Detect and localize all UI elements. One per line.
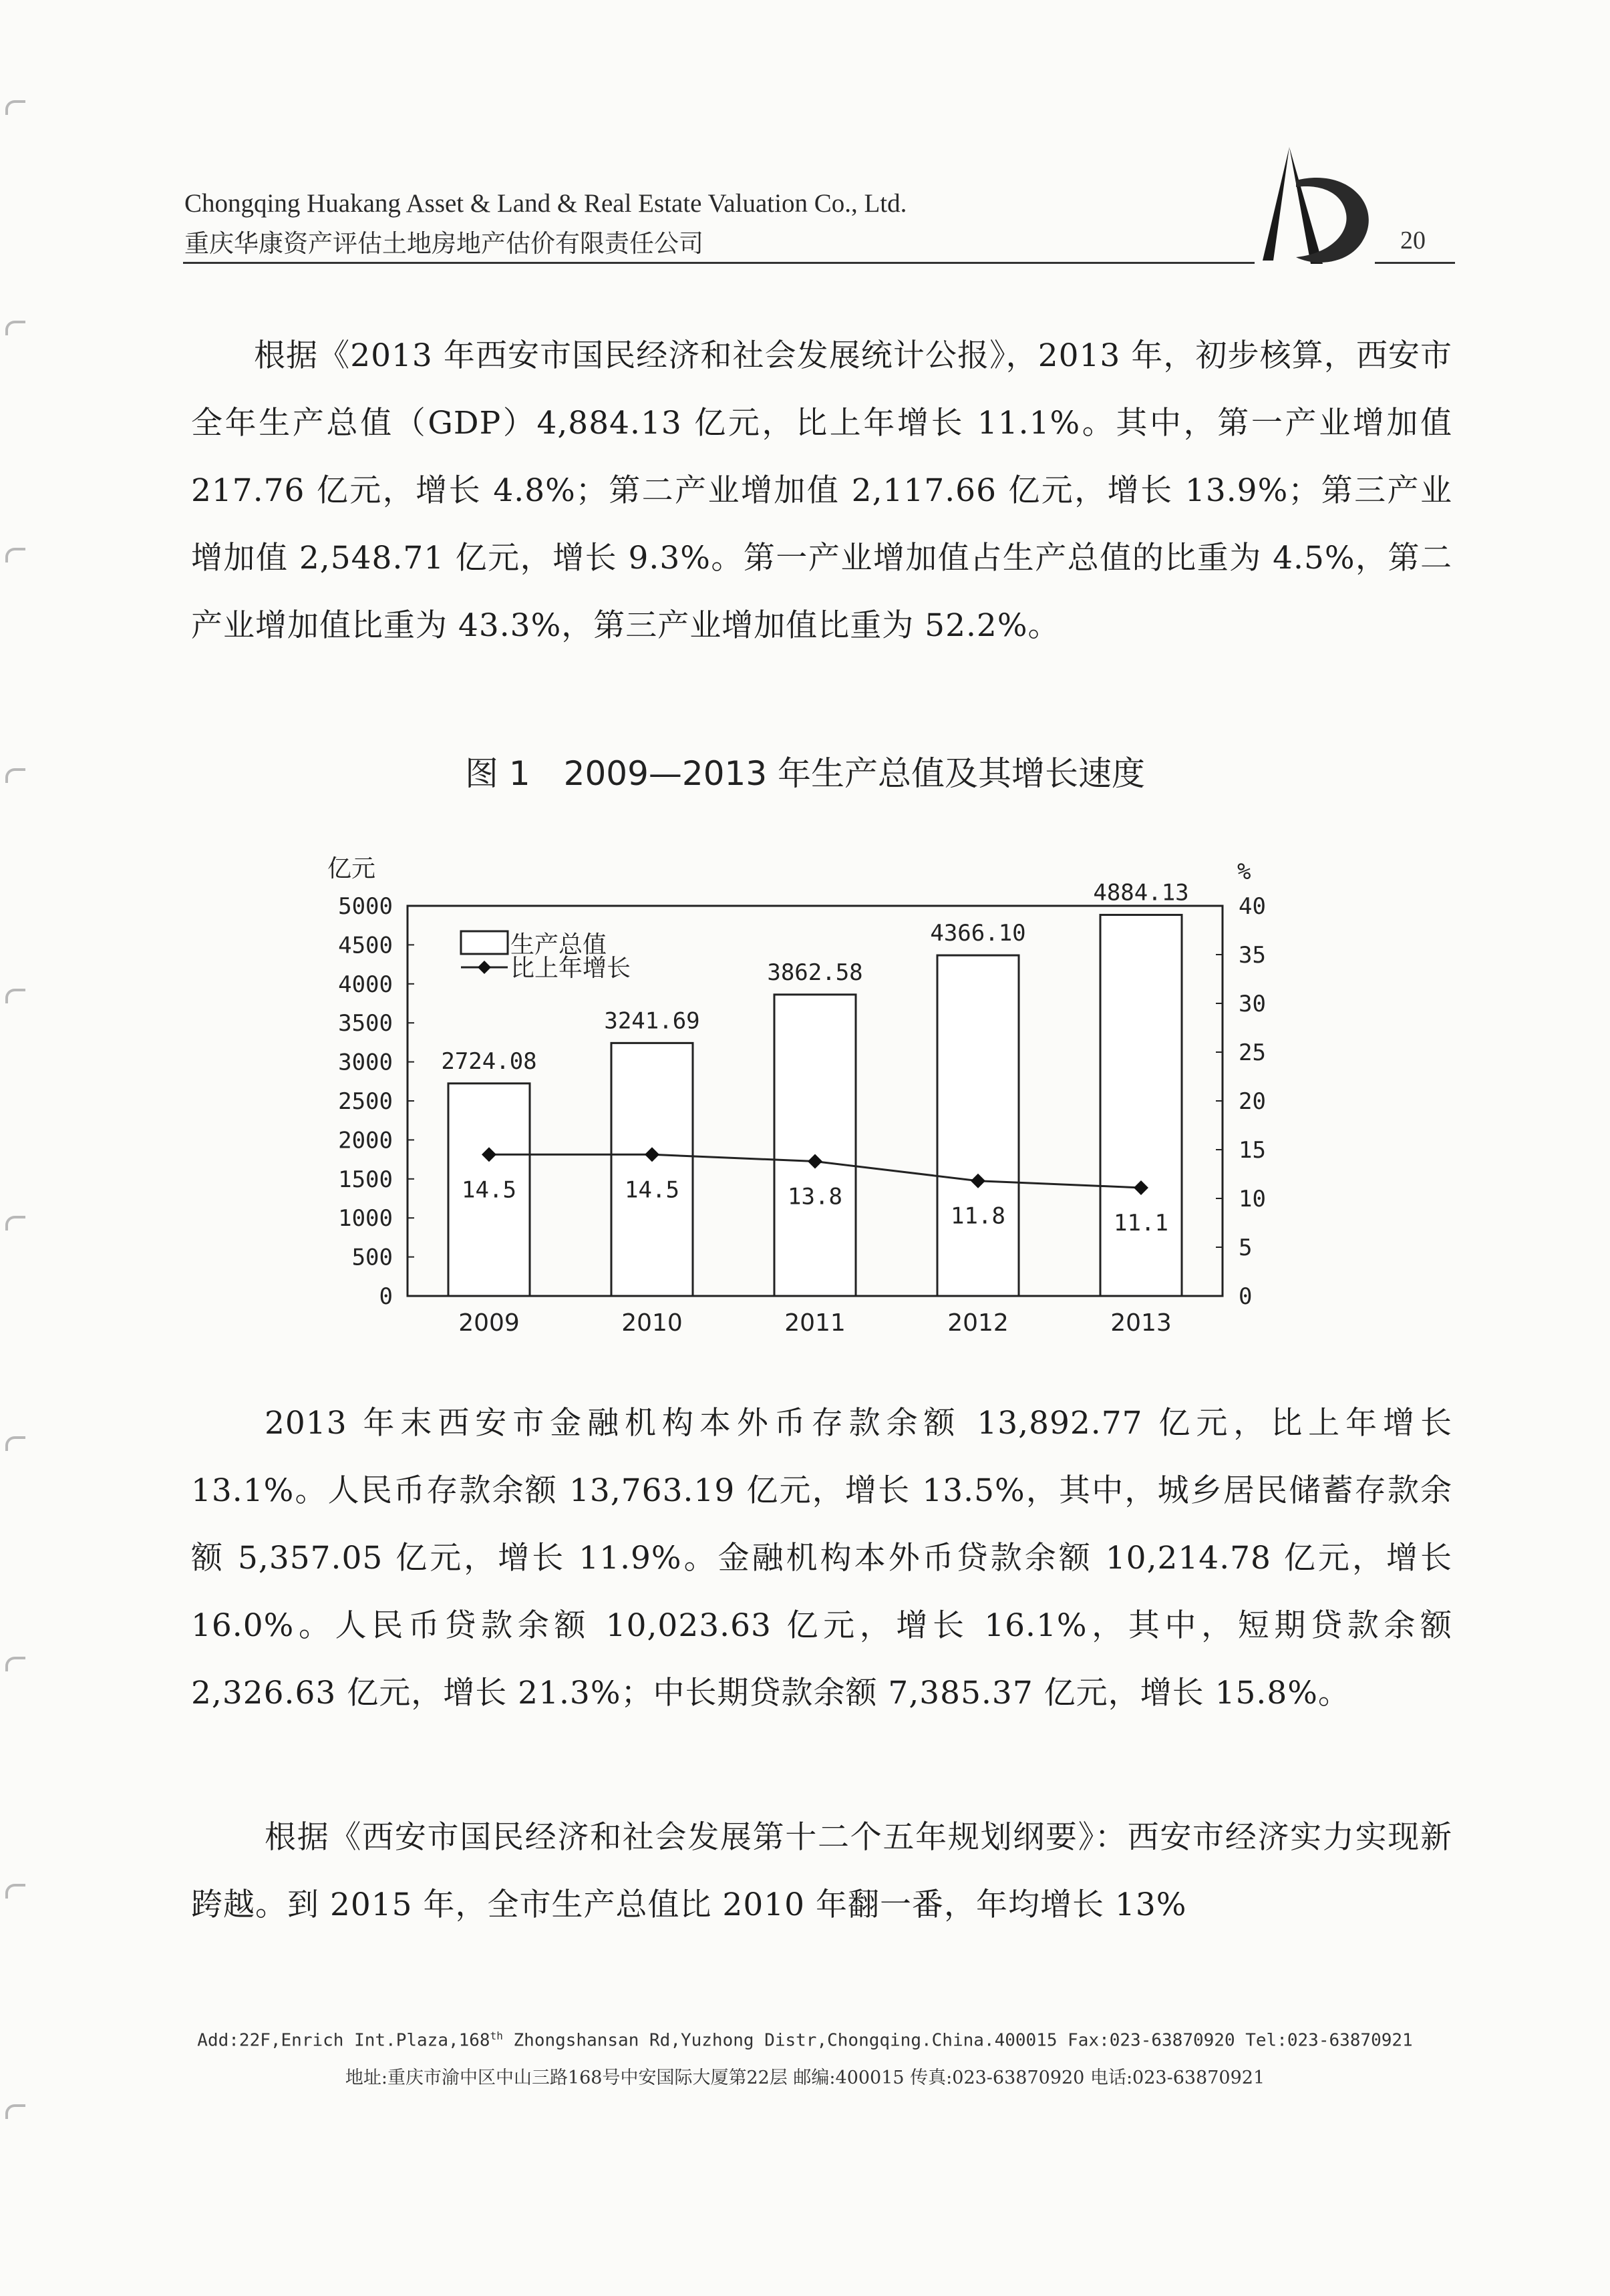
gdp-chart xyxy=(294,842,1266,1349)
right-tick-label: 35 xyxy=(1239,942,1266,969)
binder-mark xyxy=(5,1657,25,1671)
growth-point-label: 14.5 xyxy=(462,1176,516,1204)
binder-mark xyxy=(5,989,25,1003)
right-tick-label: 40 xyxy=(1239,893,1266,920)
gdp-bar-label: 2724.08 xyxy=(441,1047,537,1075)
left-tick-label: 4000 xyxy=(338,971,393,998)
left-tick-label: 2500 xyxy=(338,1088,393,1115)
header-rule xyxy=(183,262,1255,264)
growth-point-label: 11.8 xyxy=(951,1202,1005,1230)
growth-point-label: 14.5 xyxy=(625,1176,679,1204)
footer-address-en-a: Add:22F,Enrich Int.Plaza,168 xyxy=(197,2030,490,2051)
gdp-bar xyxy=(1100,915,1182,1296)
right-tick-label: 25 xyxy=(1239,1039,1266,1066)
legend-line-label: 比上年增长 xyxy=(510,955,631,982)
paragraph-finance: 2013 年末西安市金融机构本外币存款余额 13,892.77 亿元，比上年增长 13.1%。人民币存款余额 13,763.19 亿元，增长 13.5%，其中，城乡居民储蓄存款余额 5,357.05 亿元，增长 11.9%。金融机构本外币贷款余额 10,214.78 亿元，增长 16.0%。人民币贷款余额 10,023.63 亿元，增长 16.1%，其中，短期贷款余额 2,326.63 亿元，增长 21.3%；中长期贷款余额 7,385.37 亿元，增长 15.8%。 xyxy=(191,1405,1452,1711)
figure-title: 图 1 2009—2013 年生产总值及其增长速度 xyxy=(464,754,1146,793)
header-rule-right xyxy=(1375,262,1455,264)
paragraph-gdp: 根据《2013 年西安市国民经济和社会发展统计公报》，2013 年，初步核算，西安市全年生产总值（GDP）4,884.13 亿元，比上年增长 11.1%。其中，第一产业增加值 217.76 亿元，增长 4.8%；第二产业增加值 2,117.66 亿元，增长 13.9%；第三产业增加值 2,548.71 亿元，增长 9.3%。第一产业增加值占生产总值的比重为 4.5%，第二产业增加值比重为 43.3%，第三产业增加值比重为 52.2%。 xyxy=(191,337,1452,644)
right-tick-label: 5 xyxy=(1239,1235,1253,1261)
binder-mark xyxy=(5,1884,25,1899)
gdp-bar xyxy=(774,995,856,1296)
footer-address-en-b: Zhongshansan Rd,Yuzhong Distr,Chongqing.China.400015 Fax:023-63870920 Tel:023-63870921 xyxy=(502,2030,1413,2051)
x-tick-label: 2010 xyxy=(621,1309,683,1337)
left-tick-label: 500 xyxy=(351,1244,393,1271)
gdp-bar-label: 4884.13 xyxy=(1093,879,1189,907)
gdp-bar-label: 3862.58 xyxy=(767,959,863,986)
page-number: 20 xyxy=(1400,226,1426,255)
company-logo xyxy=(1249,134,1383,281)
right-tick-label: 10 xyxy=(1239,1186,1266,1212)
right-tick-label: 30 xyxy=(1239,991,1266,1017)
left-tick-label: 0 xyxy=(379,1283,393,1310)
left-tick-label: 3000 xyxy=(338,1049,393,1076)
binder-mark xyxy=(5,2104,25,2119)
left-tick-label: 2000 xyxy=(338,1127,393,1154)
left-axis-unit: 亿元 xyxy=(327,855,376,882)
left-tick-label: 5000 xyxy=(338,893,393,920)
footer-address-cn: 地址:重庆市渝中区中山三路168号中安国际大厦第22层 邮编:400015 传真:023-63870920 电话:023-63870921 xyxy=(345,2068,1265,2088)
right-axis-unit: % xyxy=(1237,858,1251,885)
binder-mark xyxy=(5,100,25,115)
growth-point-label: 13.8 xyxy=(788,1183,842,1210)
x-tick-label: 2013 xyxy=(1110,1309,1172,1337)
paragraph-plan: 根据《西安市国民经济和社会发展第十二个五年规划纲要》：西安市经济实力实现新跨越。到 2015 年，全市生产总值比 2010 年翻一番，年均增长 13% xyxy=(191,1819,1452,1923)
right-tick-label: 0 xyxy=(1239,1283,1253,1310)
left-tick-label: 1500 xyxy=(338,1166,393,1193)
left-tick-label: 4500 xyxy=(338,932,393,959)
gdp-bar-label: 3241.69 xyxy=(604,1007,700,1035)
footer-address-en-sup: th xyxy=(490,2029,503,2042)
left-tick-label: 1000 xyxy=(338,1205,393,1233)
right-tick-label: 20 xyxy=(1239,1088,1266,1115)
footer-address-en xyxy=(0,2029,1610,2051)
binder-mark xyxy=(5,548,25,562)
gdp-bar-label: 4366.10 xyxy=(930,920,1026,947)
legend-line-marker xyxy=(478,961,491,974)
binder-mark xyxy=(5,1436,25,1451)
header-company-en: Chongqing Huakang Asset & Land & Real Estate Valuation Co., Ltd. xyxy=(184,189,907,218)
left-tick-label: 3500 xyxy=(338,1010,393,1037)
right-tick-label: 15 xyxy=(1239,1137,1266,1164)
gdp-bar xyxy=(937,955,1019,1296)
header-company-cn: 重庆华康资产评估土地房地产估价有限责任公司 xyxy=(184,229,703,258)
binder-mark xyxy=(5,321,25,335)
x-tick-label: 2009 xyxy=(458,1309,520,1337)
x-tick-label: 2011 xyxy=(784,1309,846,1337)
legend-bar-swatch xyxy=(461,931,508,954)
growth-point-label: 11.1 xyxy=(1114,1209,1168,1237)
x-tick-label: 2012 xyxy=(947,1309,1009,1337)
gdp-bar xyxy=(611,1043,693,1296)
binder-mark xyxy=(5,1216,25,1231)
legend-bar-label: 生产总值 xyxy=(510,931,607,959)
